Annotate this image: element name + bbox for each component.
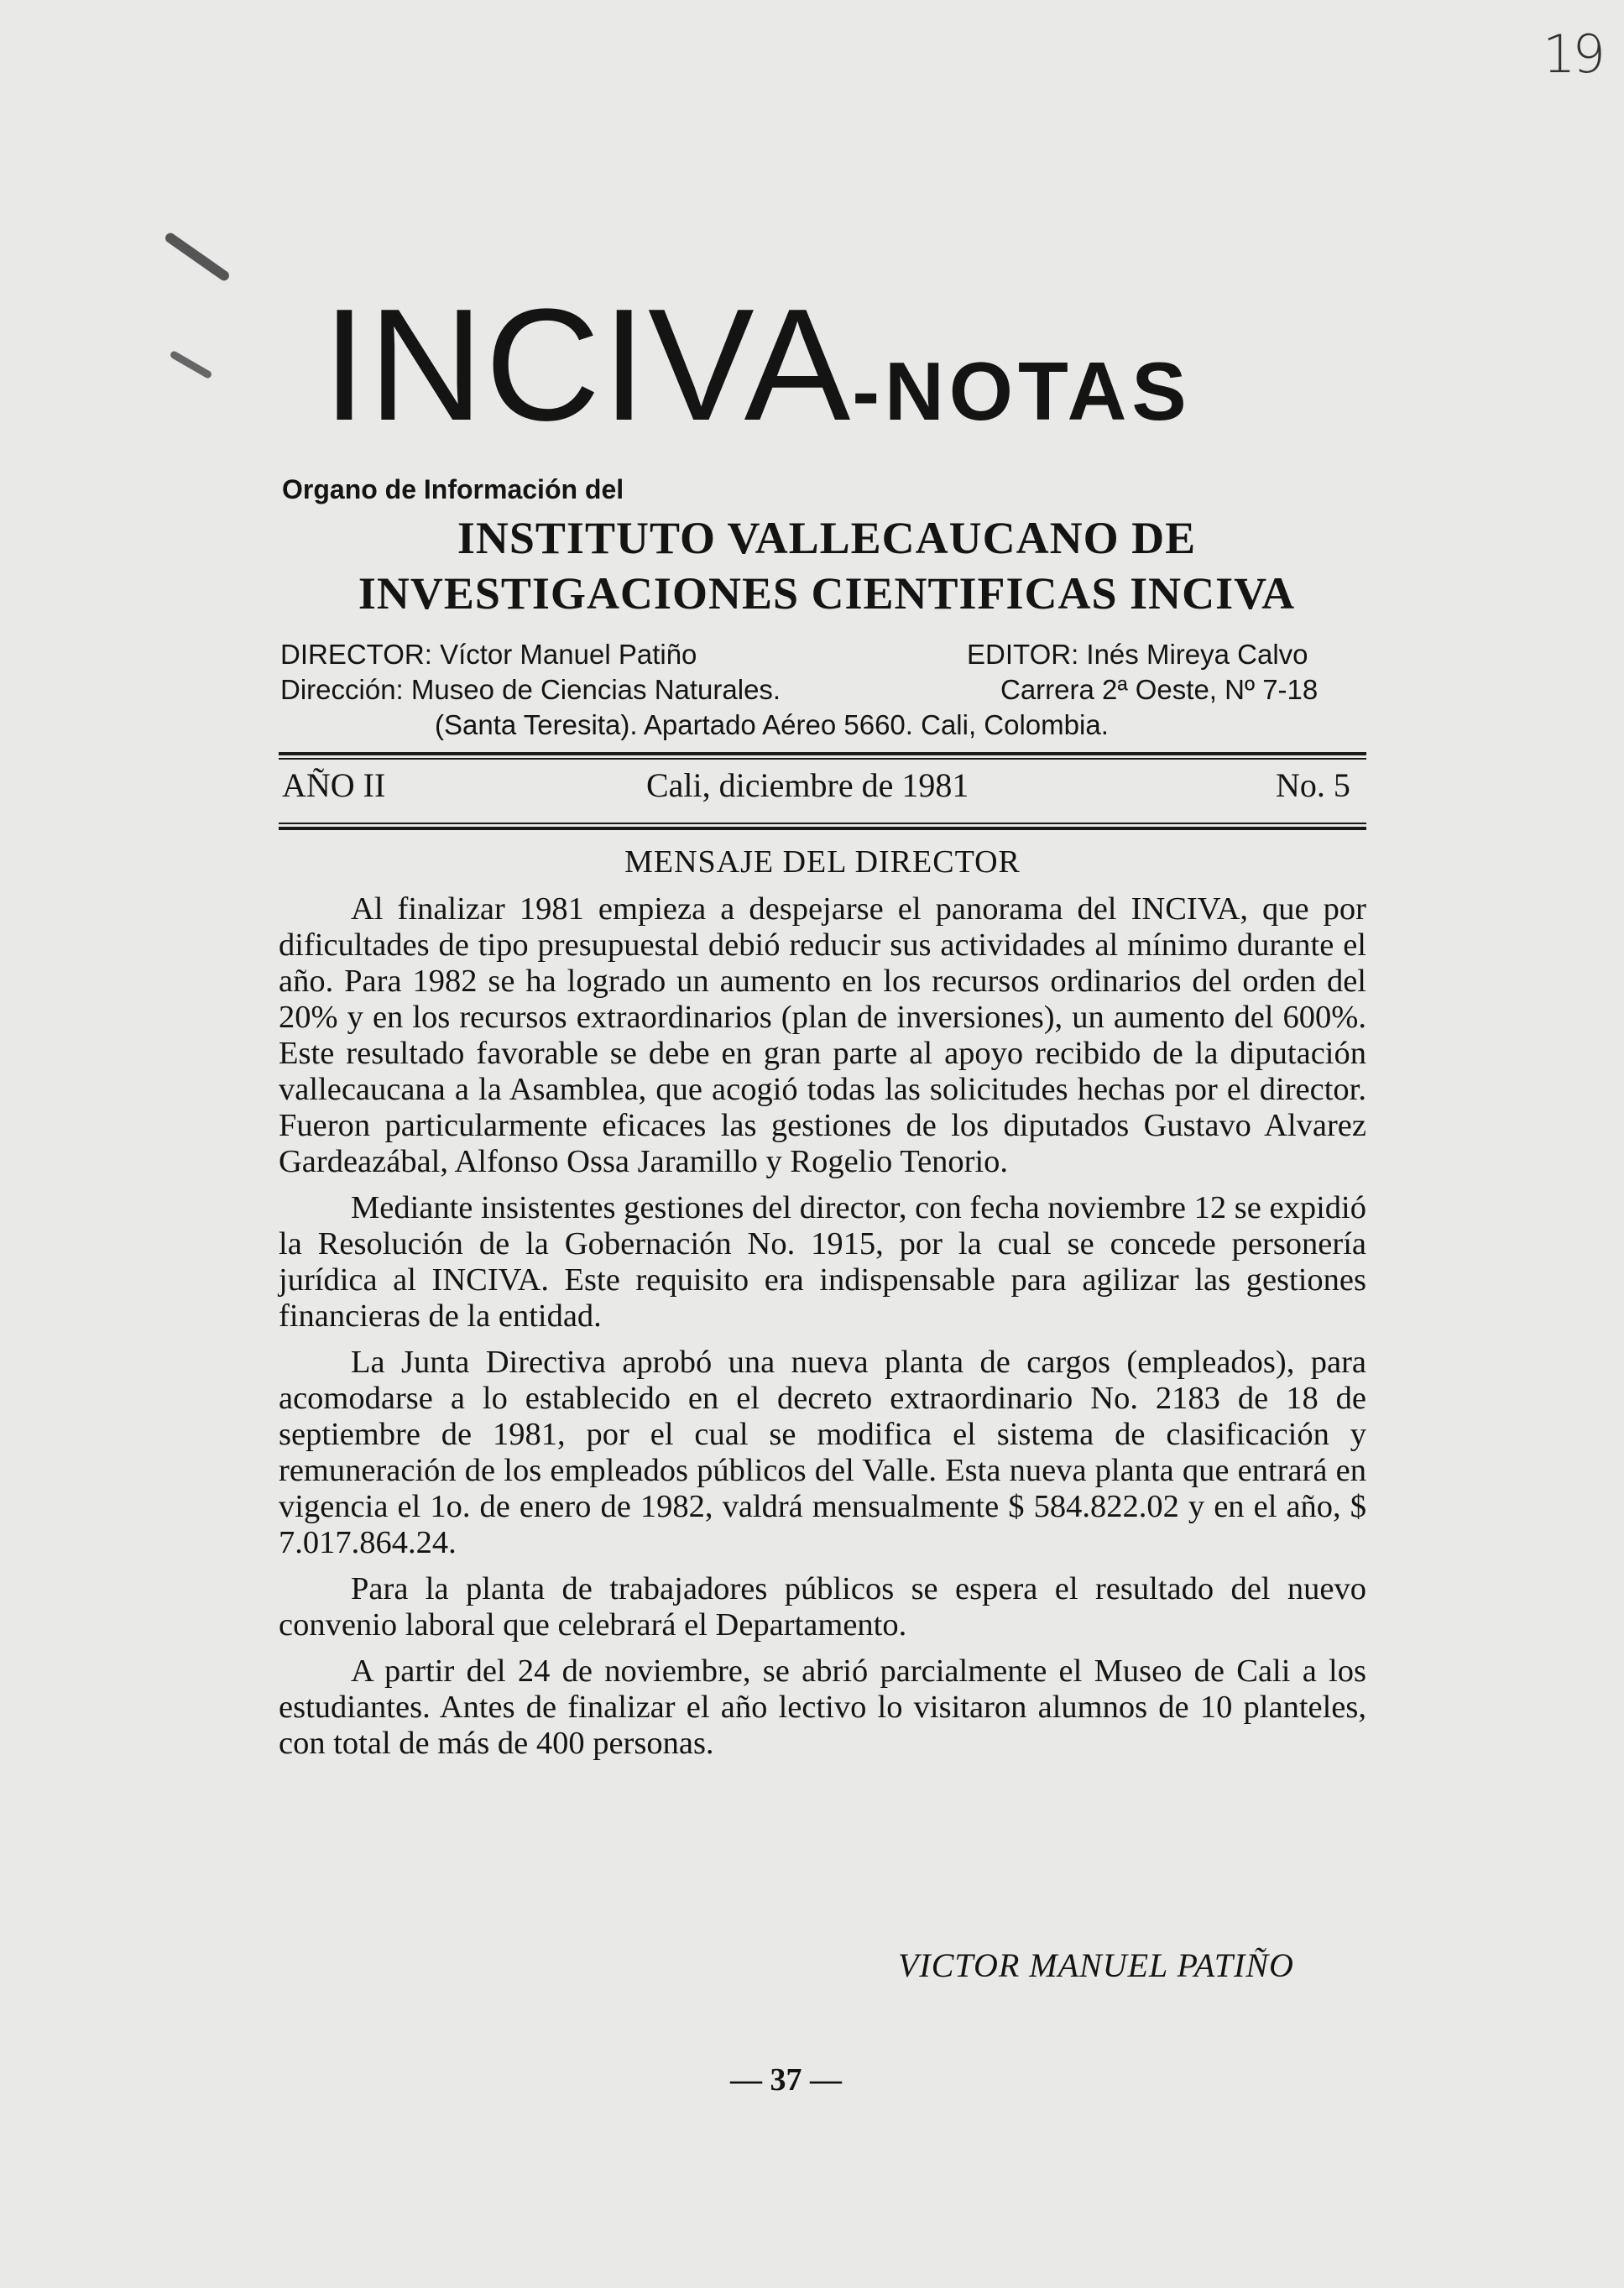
masthead-inciva: INCIVA <box>322 276 853 454</box>
institute-line-1: INSTITUTO VALLECAUCANO DE <box>457 513 1197 563</box>
message-body <box>279 891 1366 1772</box>
paragraph: La Junta Directiva aprobó una nueva planta de cargos (empleados), para acomodarse a lo establecido en el decreto extraordinario No. 2183 de 18 de septiembre de 1981, por el cual se modifica el sistema de clasificación y remuneración de los empleados públicos del Valle. Esta nueva planta que entrará en vigencia el 1o. de enero de 1982, valdrá mensualmente $ 584.822.02 y en el año, $ 7.017.864.24. <box>279 1345 1366 1560</box>
rule-top-thin <box>279 758 1366 760</box>
masthead-notas: -NOTAS <box>852 345 1192 437</box>
organ-line: Organo de Información del <box>282 474 624 504</box>
rule-top <box>279 752 1366 755</box>
address-line-2: (Santa Teresita). Apartado Aéreo 5660. Cali, Colombia. <box>435 709 1109 740</box>
paragraph: Al finalizar 1981 empieza a despejarse el panorama del INCIVA, que por dificultades de tipo presupuestal debió reducir sus actividades al mínimo durante el año. Para 1982 se ha logrado un aumento en los recursos ordinarios del orden del 20% y en los recursos extraordinarios (plan de inversiones), un aumento del 600%. Este resultado favorable se debe en gran parte al apoyo recibido de la diputación vallecaucana a la Asamblea, que acogió todas las solicitudes hechas por el director. Fueron particularmente eficaces las gestiones de los diputados Gustavo Alvarez Gardeazábal, Alfonso Ossa Jaramillo y Rogelio Tenorio. <box>279 891 1366 1179</box>
director-credit: DIRECTOR: Víctor Manuel Patiño <box>280 639 697 670</box>
paragraph: A partir del 24 de noviembre, se abrió parcialmente el Museo de Cali a los estudiantes. Antes de finalizar el año lectivo lo visitaron alumnos de 10 planteles, con total de más de 400 personas. <box>279 1653 1366 1761</box>
address-line: Dirección: Museo de Ciencias Naturales. <box>280 674 781 705</box>
pen-mark <box>169 350 212 379</box>
rule-bottom-thin <box>279 823 1366 824</box>
pen-mark <box>164 231 232 282</box>
rule-bottom <box>279 827 1366 830</box>
paragraph: Para la planta de trabajadores públicos se espera el resultado del nuevo convenio laboral que celebrará el Departamento. <box>279 1571 1366 1643</box>
street-line: Carrera 2ª Oeste, Nº 7-18 <box>1000 674 1319 705</box>
editor-credit: EDITOR: Inés Mireya Calvo <box>967 639 1308 670</box>
institute-line-2: INVESTIGACIONES CIENTIFICAS INCIVA <box>358 568 1296 619</box>
signature: VICTOR MANUEL PATIÑO <box>898 1946 1294 1984</box>
issue-date: Cali, diciembre de 1981 <box>646 766 969 804</box>
issue-number: No. 5 <box>1276 766 1350 804</box>
masthead <box>322 276 1192 454</box>
handwritten-page-number: 19 <box>1543 24 1602 85</box>
issue-year: AÑO II <box>282 766 386 804</box>
paragraph: Mediante insistentes gestiones del director, con fecha noviembre 12 se expidió la Resolución de la Gobernación No. 1915, por la cual se concede personería jurídica al INCIVA. Este requisito era indispensable para agilizar las gestiones financieras de la entidad. <box>279 1190 1366 1334</box>
message-title: MENSAJE DEL DIRECTOR <box>624 844 1021 880</box>
page-number: — 37 — <box>730 2062 842 2097</box>
